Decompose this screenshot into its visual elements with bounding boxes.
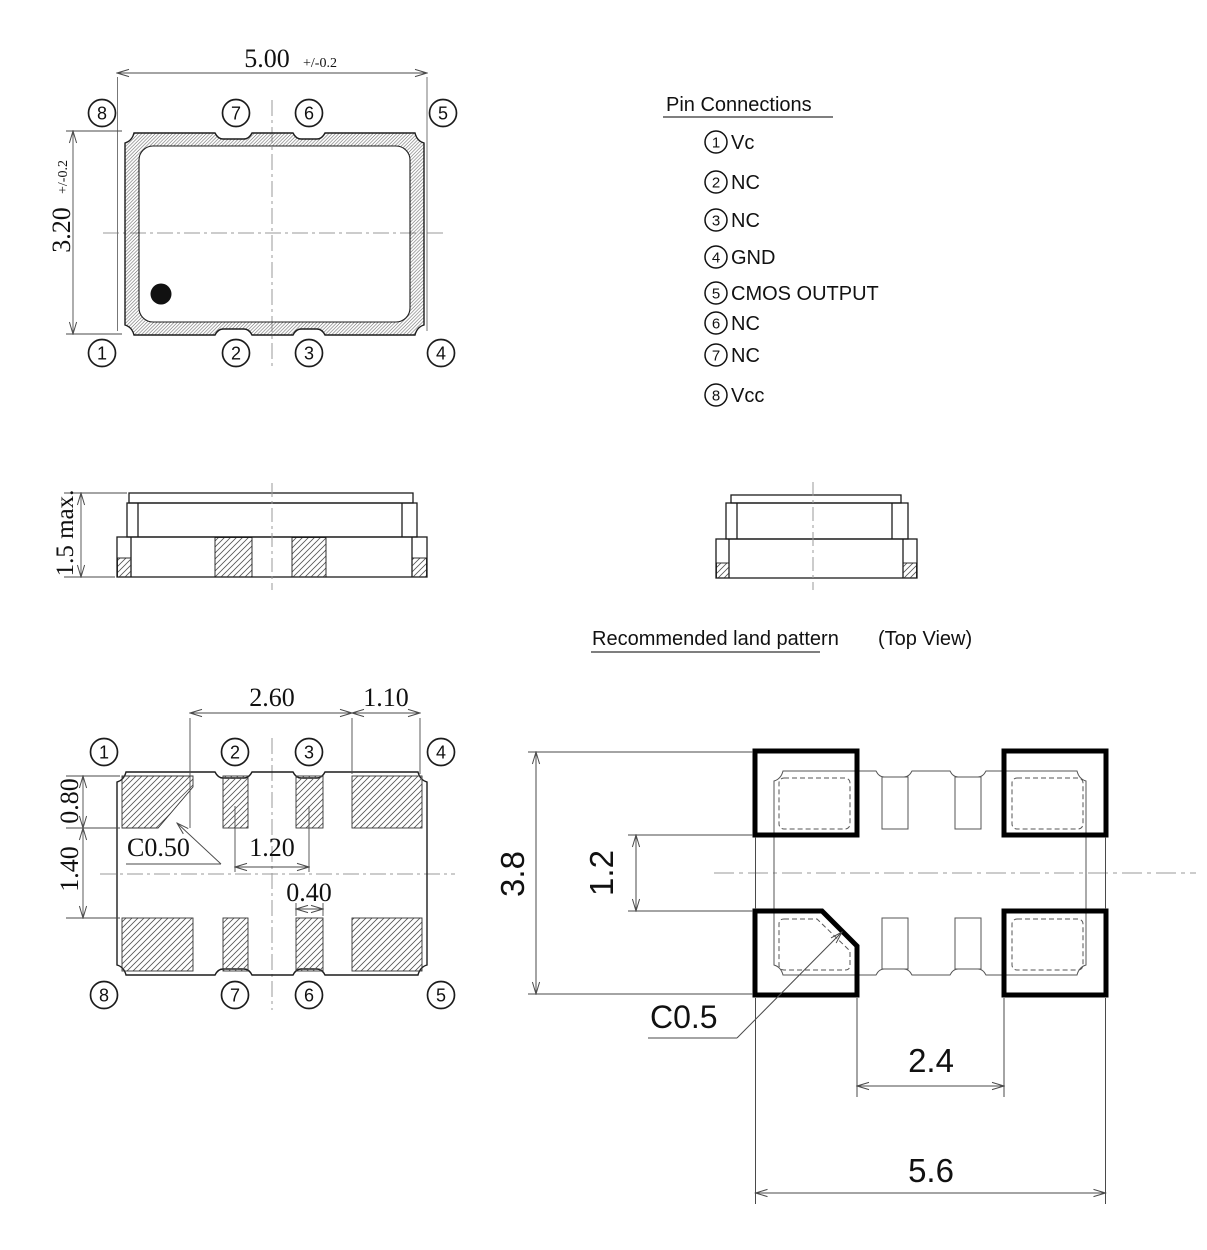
pin-connections-list: [663, 94, 879, 407]
pin-callout-8: [91, 982, 118, 1009]
pad-8: [122, 918, 193, 971]
pad-4: [352, 776, 422, 828]
svg-text:4: 4: [435, 742, 447, 763]
pin-callout-6: [296, 982, 323, 1009]
svg-text:1: 1: [711, 134, 721, 152]
pin-label-3: NC: [731, 210, 760, 232]
svg-text:8: 8: [98, 985, 110, 1006]
cavity-outline: [139, 146, 410, 322]
pin-row-1: [705, 131, 727, 153]
pin-callout-1: [91, 739, 118, 766]
top-view: [47, 44, 457, 367]
svg-text:5: 5: [711, 285, 721, 303]
svg-text:7: 7: [229, 985, 241, 1006]
svg-text:6: 6: [303, 103, 315, 124]
land-pad-top-left: [755, 751, 857, 835]
pad-1-chamfered: [122, 776, 193, 828]
pin-callout-1: [89, 340, 116, 367]
body-wall: [726, 503, 908, 539]
lid: [129, 493, 413, 503]
dim-pad-gap: 2.60: [249, 683, 295, 712]
svg-text:6: 6: [303, 985, 315, 1006]
pin-callout-4: [428, 739, 455, 766]
svg-text:5: 5: [435, 985, 447, 1006]
castellation-pad: [717, 563, 730, 578]
pad-outline-dashed: [1012, 778, 1083, 829]
seal-ring-hatch: [125, 133, 424, 335]
land-pattern: [494, 628, 1196, 1204]
svg-text:7: 7: [711, 347, 721, 365]
svg-text:2: 2: [230, 343, 242, 364]
pin-label-8: Vcc: [731, 385, 765, 407]
package-outline: [125, 133, 424, 335]
pin-callout-5: [430, 100, 457, 127]
base: [716, 539, 917, 578]
pin-row-8: [705, 384, 727, 406]
bottom-view: [55, 683, 455, 1010]
pin-row-6: [705, 312, 727, 334]
package-corner-pads-overlay: [779, 778, 1083, 970]
pin-row-2: [705, 171, 727, 193]
svg-text:3: 3: [711, 212, 721, 230]
pin-label-2: NC: [731, 172, 760, 194]
svg-text:3: 3: [303, 742, 315, 763]
lid: [731, 495, 901, 503]
dim-width-value: 5.00: [244, 44, 290, 73]
dim-overall-width: 5.6: [908, 1152, 954, 1189]
land-pattern-dimensions: [528, 752, 1106, 1204]
dim-center-pad-width: 0.40: [286, 878, 332, 907]
pin-row-5: [705, 282, 727, 304]
pin-callout-4: [428, 340, 455, 367]
dim-row-gap: 1.40: [55, 846, 84, 892]
svg-text:3: 3: [303, 343, 315, 364]
pin-row-3: [705, 209, 727, 231]
pin-label-5: CMOS OUTPUT: [731, 283, 879, 305]
dim-chamfer: C0.5: [650, 999, 718, 1035]
dim-inner-gap-x: 2.4: [908, 1042, 954, 1079]
pad-7: [223, 918, 248, 971]
pad-3: [296, 776, 323, 828]
pin-row-4: [705, 246, 727, 268]
svg-text:6: 6: [711, 315, 721, 333]
land-pattern-view-label: (Top View): [878, 628, 973, 650]
svg-text:1: 1: [96, 343, 108, 364]
dim-max-height: 1.5 max.: [52, 489, 79, 577]
pad-outline-dashed: [1012, 919, 1083, 970]
pad-6: [296, 918, 323, 971]
pin-label-6: NC: [731, 313, 760, 335]
castellation-pad: [412, 558, 427, 577]
castellation-pad: [903, 563, 917, 578]
dim-center-pad-pitch: 1.20: [249, 833, 295, 862]
pad-outline-dashed: [779, 778, 850, 829]
pin-label-1: Vc: [731, 132, 755, 154]
pin-callout-6: [296, 100, 323, 127]
pin-callout-5: [428, 982, 455, 1009]
pin-callout-7: [222, 982, 249, 1009]
svg-text:2: 2: [711, 174, 721, 192]
svg-text:4: 4: [711, 249, 721, 267]
dim-corner-pad-width: 1.10: [363, 683, 409, 712]
pin-callout-8: [89, 100, 116, 127]
pad-5: [352, 918, 422, 971]
dim-chamfer: C0.50: [127, 833, 190, 862]
dim-height-value: 3.20: [47, 207, 76, 253]
pin1-index-dot-icon: [151, 284, 172, 305]
side-view-side: [716, 482, 917, 590]
land-pad-top-right: [1004, 751, 1106, 835]
pin-row-7: [705, 344, 727, 366]
center-pad: [292, 538, 326, 578]
land-pattern-heading: Recommended land pattern: [592, 628, 839, 650]
castellation-pad: [118, 558, 132, 577]
pin-connections-heading: Pin Connections: [666, 94, 812, 116]
pin-callout-2: [223, 340, 250, 367]
svg-text:8: 8: [96, 103, 108, 124]
pin-callout-3: [296, 739, 323, 766]
land-pad-bottom-right: [1004, 911, 1106, 995]
side-view-front: [52, 483, 427, 590]
pin-callout-3: [296, 340, 323, 367]
svg-text:1: 1: [98, 742, 110, 763]
svg-text:5: 5: [437, 103, 449, 124]
pin-label-7: NC: [731, 345, 760, 367]
pad-2: [223, 776, 248, 828]
svg-text:2: 2: [229, 742, 241, 763]
pin-callout-2: [222, 739, 249, 766]
top-view-width-dimension: [117, 44, 427, 73]
pin-callout-7: [223, 100, 250, 127]
center-pad: [215, 538, 252, 578]
svg-text:4: 4: [435, 343, 447, 364]
dim-pad-height: 0.80: [55, 778, 84, 824]
dim-inner-gap-y: 1.2: [583, 850, 620, 896]
land-pad-bottom-left-chamfered: [755, 911, 857, 995]
svg-text:8: 8: [711, 387, 721, 405]
dim-width-tolerance: +/-0.2: [303, 56, 337, 71]
dim-overall-height: 3.8: [494, 851, 531, 897]
pin-label-4: GND: [731, 247, 776, 269]
dim-height-tolerance: +/-0.2: [56, 160, 71, 194]
svg-text:7: 7: [230, 103, 242, 124]
